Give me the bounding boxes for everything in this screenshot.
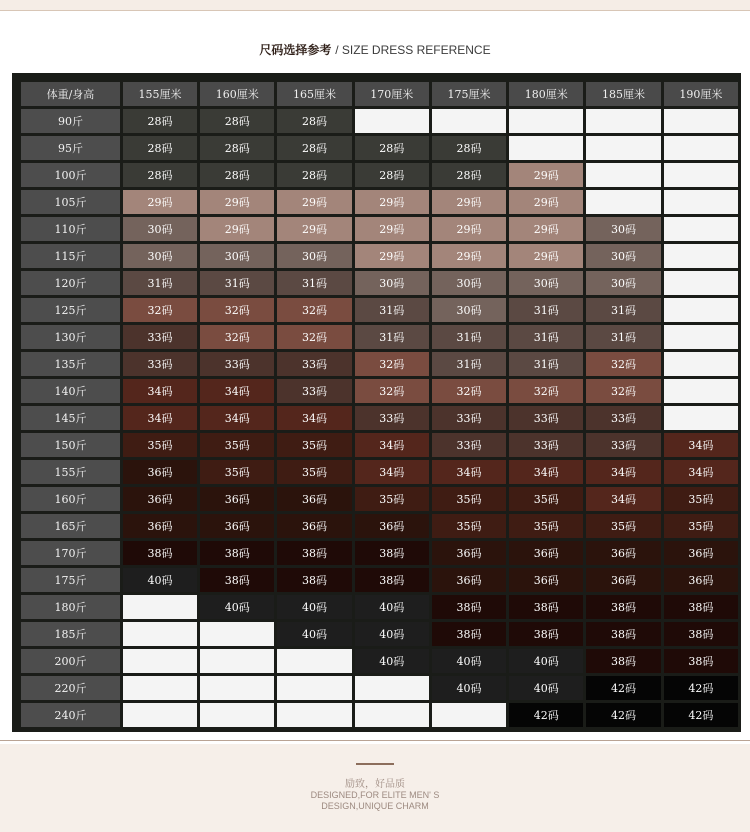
size-cell: 36码: [200, 514, 274, 538]
table-row: [21, 163, 738, 187]
size-cell: 32码: [277, 298, 351, 322]
size-cell: 40码: [355, 622, 429, 646]
size-cell: 35码: [664, 487, 738, 511]
empty-cell: [432, 703, 506, 727]
size-cell: 33码: [432, 406, 506, 430]
size-cell: 32码: [586, 352, 660, 376]
height-header: 170厘米: [355, 82, 429, 106]
size-cell: 29码: [355, 244, 429, 268]
empty-cell: [200, 703, 274, 727]
table-row: [21, 676, 738, 700]
size-cell: 34码: [355, 460, 429, 484]
empty-cell: [355, 109, 429, 133]
size-cell: 36码: [277, 487, 351, 511]
size-cell: 30码: [355, 271, 429, 295]
size-cell: 36码: [123, 487, 197, 511]
size-cell: 29码: [509, 244, 583, 268]
size-cell: 38码: [277, 568, 351, 592]
size-cell: 33码: [509, 406, 583, 430]
table-row: [21, 514, 738, 538]
size-cell: 29码: [509, 163, 583, 187]
table-row: [21, 487, 738, 511]
size-cell: 34码: [123, 406, 197, 430]
size-cell: 38码: [432, 595, 506, 619]
size-cell: 31码: [586, 325, 660, 349]
empty-cell: [123, 703, 197, 727]
empty-cell: [509, 109, 583, 133]
table-row: [21, 406, 738, 430]
weight-label: 185斤: [21, 622, 120, 646]
size-cell: 38码: [200, 541, 274, 565]
size-cell: 28码: [432, 163, 506, 187]
size-cell: 35码: [432, 487, 506, 511]
size-cell: 29码: [432, 190, 506, 214]
size-cell: 35码: [200, 433, 274, 457]
size-cell: 29码: [355, 190, 429, 214]
size-cell: 30码: [509, 271, 583, 295]
weight-label: 220斤: [21, 676, 120, 700]
size-cell: 38码: [664, 595, 738, 619]
empty-cell: [123, 649, 197, 673]
size-cell: 29码: [123, 190, 197, 214]
size-cell: 31码: [123, 271, 197, 295]
size-cell: 29码: [200, 217, 274, 241]
size-cell: 29码: [509, 217, 583, 241]
size-cell: 33码: [123, 352, 197, 376]
size-cell: 34码: [123, 379, 197, 403]
size-cell: 33码: [200, 352, 274, 376]
footer-slogan: 励致，好品质: [345, 779, 405, 790]
size-cell: 33码: [586, 433, 660, 457]
weight-label: 240斤: [21, 703, 120, 727]
size-cell: 31码: [432, 325, 506, 349]
size-cell: 30码: [277, 244, 351, 268]
size-cell: 34码: [200, 406, 274, 430]
empty-cell: [586, 109, 660, 133]
header-row: [21, 82, 738, 106]
size-cell: 40码: [509, 649, 583, 673]
empty-cell: [664, 244, 738, 268]
size-cell: 42码: [664, 676, 738, 700]
empty-cell: [509, 136, 583, 160]
size-cell: 28码: [123, 109, 197, 133]
size-cell: 34码: [277, 406, 351, 430]
size-cell: 32码: [277, 325, 351, 349]
size-cell: 40码: [200, 595, 274, 619]
size-cell: 36码: [509, 541, 583, 565]
empty-cell: [664, 325, 738, 349]
empty-cell: [123, 622, 197, 646]
weight-label: 100斤: [21, 163, 120, 187]
size-cell: 34码: [432, 460, 506, 484]
size-cell: 36码: [664, 568, 738, 592]
table-row: [21, 568, 738, 592]
size-cell: 36码: [509, 568, 583, 592]
size-cell: 28码: [200, 163, 274, 187]
empty-cell: [664, 406, 738, 430]
size-cell: 42码: [586, 676, 660, 700]
size-cell: 33码: [123, 325, 197, 349]
size-cell: 35码: [355, 487, 429, 511]
weight-label: 155斤: [21, 460, 120, 484]
size-cell: 40码: [509, 676, 583, 700]
weight-label: 105斤: [21, 190, 120, 214]
size-cell: 40码: [432, 649, 506, 673]
size-cell: 28码: [123, 163, 197, 187]
height-header: 155厘米: [123, 82, 197, 106]
size-cell: 38码: [432, 622, 506, 646]
table-row: [21, 622, 738, 646]
size-cell: 33码: [355, 406, 429, 430]
empty-cell: [664, 352, 738, 376]
size-cell: 28码: [277, 109, 351, 133]
height-header: 165厘米: [277, 82, 351, 106]
size-cell: 32码: [200, 325, 274, 349]
size-cell: 29码: [277, 190, 351, 214]
table-row: [21, 379, 738, 403]
size-table: [18, 79, 741, 730]
table-row: [21, 271, 738, 295]
table-body: [21, 109, 738, 727]
size-cell: 40码: [355, 595, 429, 619]
size-cell: 38码: [200, 568, 274, 592]
size-cell: 35码: [277, 433, 351, 457]
size-cell: 30码: [586, 244, 660, 268]
footer-line-en-1: DESIGNED,FOR ELITE MEN' S: [310, 790, 440, 800]
size-cell: 36码: [432, 568, 506, 592]
size-cell: 32码: [586, 379, 660, 403]
size-cell: 29码: [355, 217, 429, 241]
empty-cell: [200, 649, 274, 673]
empty-cell: [664, 271, 738, 295]
size-cell: 32码: [200, 298, 274, 322]
size-cell: 29码: [200, 190, 274, 214]
size-cell: 40码: [277, 595, 351, 619]
size-cell: 28码: [432, 136, 506, 160]
table-row: [21, 217, 738, 241]
size-cell: 34码: [200, 379, 274, 403]
corner-header: 体重/身高: [21, 82, 120, 106]
size-cell: 31码: [509, 298, 583, 322]
weight-label: 95斤: [21, 136, 120, 160]
empty-cell: [586, 190, 660, 214]
size-cell: 32码: [432, 379, 506, 403]
size-cell: 38码: [509, 595, 583, 619]
size-cell: 36码: [432, 541, 506, 565]
weight-label: 150斤: [21, 433, 120, 457]
size-cell: 36码: [123, 460, 197, 484]
empty-cell: [586, 163, 660, 187]
size-cell: 29码: [277, 217, 351, 241]
empty-cell: [664, 298, 738, 322]
size-cell: 38码: [586, 649, 660, 673]
size-cell: 38码: [664, 649, 738, 673]
empty-cell: [123, 676, 197, 700]
size-cell: 33码: [277, 352, 351, 376]
size-cell: 30码: [200, 244, 274, 268]
size-cell: 36码: [200, 487, 274, 511]
size-cell: 28码: [277, 163, 351, 187]
size-cell: 36码: [277, 514, 351, 538]
empty-cell: [664, 217, 738, 241]
size-cell: 31码: [200, 271, 274, 295]
weight-label: 110斤: [21, 217, 120, 241]
size-cell: 40码: [277, 622, 351, 646]
page-title: [0, 41, 750, 58]
footer-accent-line: [356, 763, 394, 765]
size-cell: 29码: [432, 217, 506, 241]
empty-cell: [664, 163, 738, 187]
title-english: / SIZE DRESS REFERENCE: [335, 43, 491, 57]
weight-label: 125斤: [21, 298, 120, 322]
size-cell: 31码: [586, 298, 660, 322]
empty-cell: [200, 622, 274, 646]
table-row: [21, 703, 738, 727]
size-cell: 28码: [123, 136, 197, 160]
table-row: [21, 352, 738, 376]
size-cell: 35码: [123, 433, 197, 457]
size-cell: 36码: [123, 514, 197, 538]
size-cell: 32码: [123, 298, 197, 322]
height-header: 190厘米: [664, 82, 738, 106]
empty-cell: [277, 703, 351, 727]
size-cell: 35码: [509, 487, 583, 511]
size-cell: 42码: [586, 703, 660, 727]
size-cell: 36码: [664, 541, 738, 565]
size-cell: 28码: [200, 109, 274, 133]
table-row: [21, 298, 738, 322]
size-cell: 31码: [355, 325, 429, 349]
size-cell: 34码: [586, 487, 660, 511]
weight-label: 170斤: [21, 541, 120, 565]
size-cell: 36码: [586, 568, 660, 592]
empty-cell: [664, 109, 738, 133]
size-cell: 28码: [355, 163, 429, 187]
size-cell: 34码: [664, 460, 738, 484]
size-cell: 34码: [664, 433, 738, 457]
size-cell: 36码: [586, 541, 660, 565]
weight-label: 160斤: [21, 487, 120, 511]
bottom-divider: [0, 740, 750, 741]
size-cell: 38码: [586, 595, 660, 619]
height-header: 175厘米: [432, 82, 506, 106]
size-cell: 32码: [509, 379, 583, 403]
size-cell: 32码: [355, 352, 429, 376]
size-cell: 29码: [432, 244, 506, 268]
weight-label: 200斤: [21, 649, 120, 673]
table-row: [21, 190, 738, 214]
size-cell: 38码: [277, 541, 351, 565]
weight-label: 135斤: [21, 352, 120, 376]
empty-cell: [432, 109, 506, 133]
table-row: [21, 649, 738, 673]
table-row: [21, 433, 738, 457]
table-row: [21, 460, 738, 484]
weight-label: 140斤: [21, 379, 120, 403]
size-cell: 30码: [432, 298, 506, 322]
size-cell: 29码: [509, 190, 583, 214]
size-cell: 35码: [664, 514, 738, 538]
empty-cell: [664, 190, 738, 214]
size-cell: 35码: [509, 514, 583, 538]
size-cell: 42码: [509, 703, 583, 727]
table-row: [21, 325, 738, 349]
empty-cell: [664, 136, 738, 160]
size-cell: 35码: [432, 514, 506, 538]
size-cell: 38码: [123, 541, 197, 565]
empty-cell: [664, 379, 738, 403]
size-cell: 40码: [123, 568, 197, 592]
weight-label: 115斤: [21, 244, 120, 268]
size-cell: 28码: [277, 136, 351, 160]
weight-label: 130斤: [21, 325, 120, 349]
empty-cell: [355, 676, 429, 700]
height-header: 180厘米: [509, 82, 583, 106]
size-cell: 38码: [355, 568, 429, 592]
table-row: [21, 136, 738, 160]
size-cell: 34码: [355, 433, 429, 457]
weight-label: 120斤: [21, 271, 120, 295]
empty-cell: [200, 676, 274, 700]
empty-cell: [586, 136, 660, 160]
size-cell: 33码: [432, 433, 506, 457]
size-table-frame: [12, 73, 741, 732]
size-cell: 31码: [509, 352, 583, 376]
table-row: [21, 244, 738, 268]
empty-cell: [277, 649, 351, 673]
table-row: [21, 541, 738, 565]
size-cell: 31码: [432, 352, 506, 376]
size-cell: 35码: [277, 460, 351, 484]
size-cell: 38码: [664, 622, 738, 646]
size-cell: 32码: [355, 379, 429, 403]
size-cell: 30码: [123, 244, 197, 268]
size-cell: 33码: [277, 379, 351, 403]
empty-cell: [277, 676, 351, 700]
empty-cell: [123, 595, 197, 619]
size-cell: 28码: [355, 136, 429, 160]
size-cell: 31码: [355, 298, 429, 322]
size-cell: 30码: [432, 271, 506, 295]
size-cell: 30码: [123, 217, 197, 241]
weight-label: 90斤: [21, 109, 120, 133]
empty-cell: [355, 703, 429, 727]
weight-label: 175斤: [21, 568, 120, 592]
size-cell: 40码: [355, 649, 429, 673]
size-cell: 38码: [509, 622, 583, 646]
size-cell: 31码: [277, 271, 351, 295]
size-cell: 30码: [586, 217, 660, 241]
size-cell: 31码: [509, 325, 583, 349]
size-cell: 38码: [355, 541, 429, 565]
size-cell: 35码: [586, 514, 660, 538]
size-cell: 34码: [509, 460, 583, 484]
size-cell: 33码: [586, 406, 660, 430]
top-divider: [0, 10, 750, 11]
size-cell: 40码: [432, 676, 506, 700]
height-header: 160厘米: [200, 82, 274, 106]
top-band: [0, 0, 750, 10]
table-row: [21, 595, 738, 619]
size-cell: 34码: [586, 460, 660, 484]
weight-label: 165斤: [21, 514, 120, 538]
size-cell: 35码: [200, 460, 274, 484]
size-cell: 33码: [509, 433, 583, 457]
title-chinese: 尺码选择参考: [259, 43, 332, 57]
weight-label: 145斤: [21, 406, 120, 430]
height-header: 185厘米: [586, 82, 660, 106]
size-cell: 30码: [586, 271, 660, 295]
table-row: [21, 109, 738, 133]
weight-label: 180斤: [21, 595, 120, 619]
size-cell: 42码: [664, 703, 738, 727]
footer-line-en-2: DESIGN,UNIQUE CHARM: [321, 801, 429, 811]
size-cell: 28码: [200, 136, 274, 160]
size-cell: 38码: [586, 622, 660, 646]
size-cell: 36码: [355, 514, 429, 538]
